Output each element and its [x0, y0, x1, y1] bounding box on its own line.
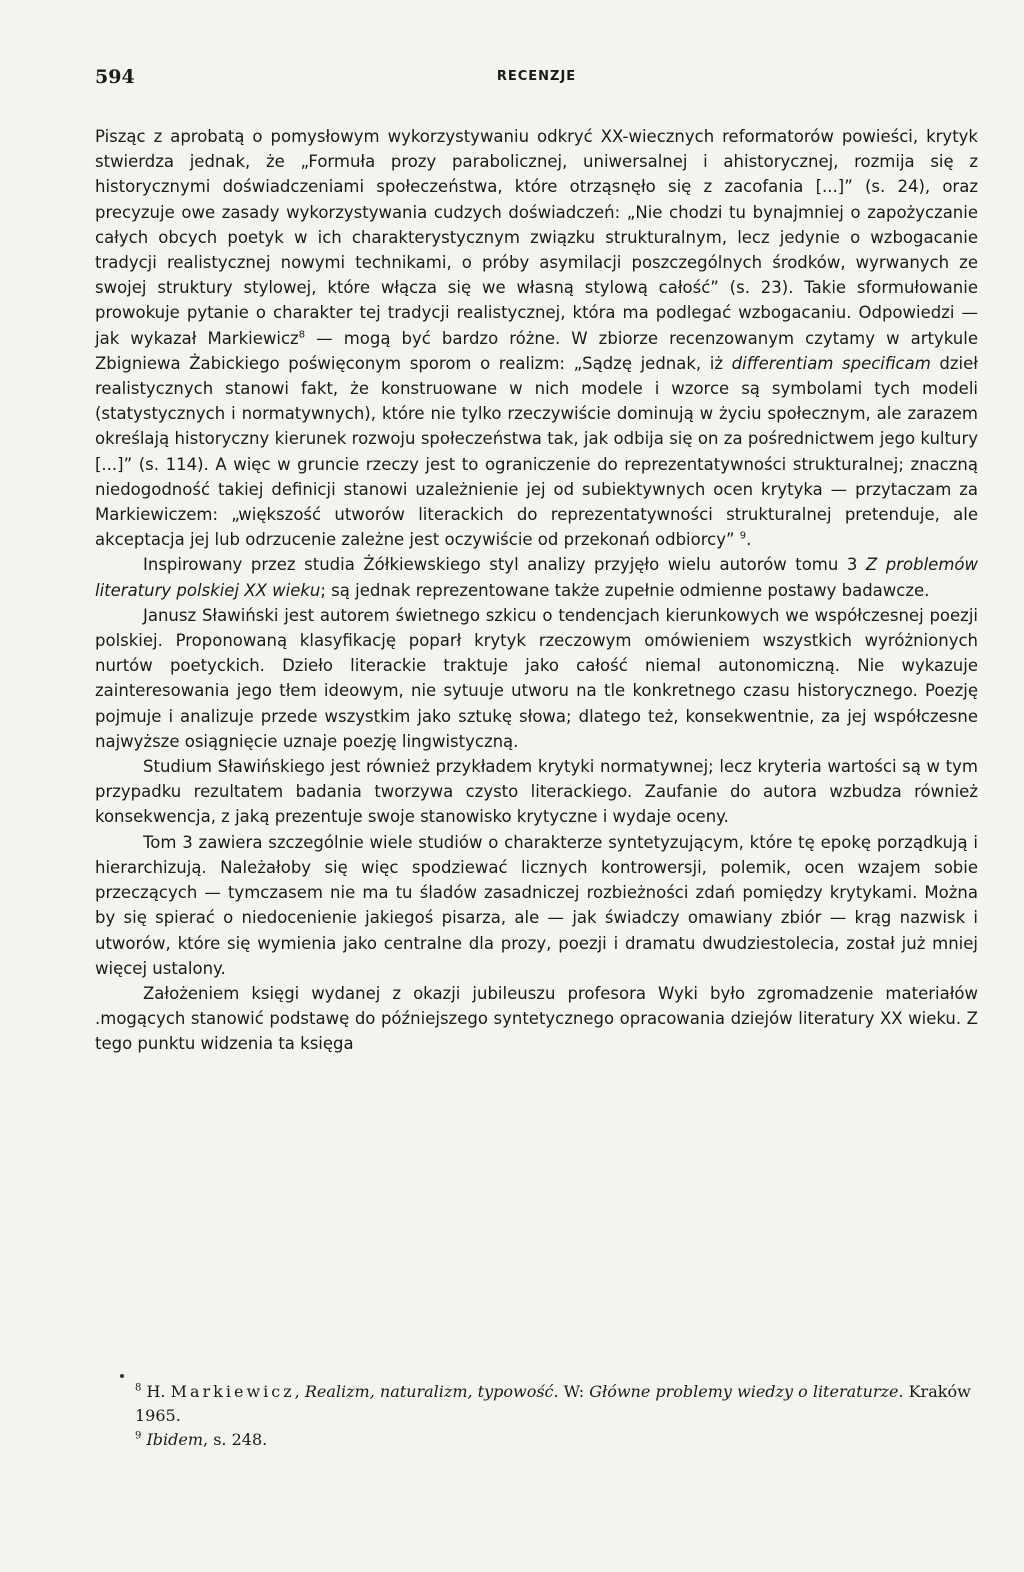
- paragraph: [95, 124, 978, 552]
- text-run: Janusz Sławiński jest autorem świetnego szkicu o tendencjach kierunkowych we współczesnej poezji polskiej. Proponowaną klasyfikację poparł krytyk rzeczowym omówieniem wszystkich wyróżnionych nurtów poetyckich. Dzieło literackie traktuje jako całość niemal autonomiczną. Nie wykazuje zainteresowania jego tłem ideowym, nie sytuuje utworu na tle konkretnego czasu historycznego. Poezję pojmuje i analizuje przede wszystkim jako sztukę słowa; dlatego też, konsekwentnie, za jej współczesne najwyższe osiągnięcie uznaje poezję lingwistyczną.: [95, 605, 978, 751]
- footnote-separator-dot: [120, 1374, 124, 1378]
- footnote-marker: 8: [298, 329, 306, 341]
- paragraph: [95, 603, 978, 754]
- footnote-marker: 9: [739, 530, 747, 542]
- text-run: Tom 3 zawiera szczególnie wiele studiów o charakterze syntetyzującym, które tę epokę porządkują i hierarchizują. Należałoby się więc spodziewać licznych kontrowersji, polemik, ocen wzajem sobie przeczących — tymczasem nie ma tu śladów zasadniczej rozbieżności zdań pomiędzy krytykami. Można by się spierać o niedocenienie jakiegoś pisarza, ale — jak świadczy omawiany zbiór — krąg nazwisk i utworów, które się wymienia jako centralne dla prozy, poezji i dramatu dwudziestolecia, został już mniej więcej ustalony.: [95, 832, 978, 978]
- text-run: Studium Sławińskiego jest również przykładem krytyki normatywnej; lecz kryteria wartości są w tym przypadku rezultatem badania tworzywa czysto literackiego. Zaufanie do autora wzbudza również konsekwencja, z jaką prezentuje swoje stanowisko krytyczne i wydaje oceny.: [95, 757, 978, 827]
- text-run: , s. 248.: [203, 1430, 268, 1449]
- paragraph: [95, 830, 978, 981]
- text-run: .: [746, 530, 752, 550]
- paragraph: [95, 552, 978, 602]
- text-run: Pisząc z aprobatą o pomysłowym wykorzystywaniu odkryć XX-wiecznych reformatorów powieści, krytyk stwierdza jednak, że „Formuła prozy parabolicznej, uniwersalnej i ahistorycznej, rozmija się z historycznymi doświadczeniami społeczeństwa, które otrząsnęło się z zacofania [...]” (s. 24), oraz precyzuje owe zasady wykorzystywania cudzych doświadczeń: „Nie chodzi tu bynajmniej o zapożyczanie całych obcych poetyk w ich charakterystycznym związku strukturalnym, lecz jedynie o wzbogacanie tradycji realistycznej nowymi technikami, o próby asymilacji poszczególnych środków, wyrwanych ze swojej struktury stylowej, które włącza się we własną stylową całość” (s. 23). Takie sformułowanie prowokuje pytanie o charakter tej tradycji realistycznej, która ma podlegać wzbogacaniu. Odpowiedzi — jak wykazał Markiewicz: [95, 127, 978, 348]
- paragraph: [95, 754, 978, 830]
- italic-text: differentiam specificam: [731, 353, 931, 373]
- footnotes: [95, 1380, 978, 1452]
- paragraph: [95, 981, 978, 1057]
- footnote: [95, 1380, 978, 1428]
- text-run: dzieł realistycznych stanowi fakt, że konstruowane w nich modele i wzorce są symbolami tych modeli (statystycznych i normatywnych), które nie tylko rzeczywiście dominują w życiu społecznym, ale zarazem określają historyczny kierunek rozwoju społeczeństwa tak, jak odbija się on za pośrednictwem jego kultury [...]” (s. 114). A więc w gruncie rzeczy jest to ograniczenie do reprezentatywności strukturalnej; znaczną niedogodność takiej definicji stanowi uzależnienie jej od subiektywnych ocen krytyka — przytaczam za Markiewiczem: „większość utworów literackich do reprezentatywności strukturalnej pretenduje, ale akceptacja jej lub odrzucenie zależne jest oczywiście od przekonań odbiorcy”: [95, 353, 978, 550]
- italic-text: Główne problemy wiedzy o literaturze.: [589, 1382, 904, 1401]
- text-run: Kraków 1965.: [135, 1382, 971, 1425]
- author-name: Markiewicz: [170, 1382, 295, 1401]
- body-text: [95, 124, 978, 1057]
- page-header: [95, 66, 978, 90]
- italic-text: Z problemów literatury polskiej XX wieku: [95, 555, 978, 600]
- footnote-marker: 8: [135, 1382, 142, 1394]
- page-number: 594: [95, 66, 135, 88]
- text-run: Inspirowany przez studia Żółkiewskiego styl analizy przyjęło wielu autorów tomu 3: [143, 555, 866, 575]
- italic-text: Realizm, naturalizm, typowość.: [304, 1382, 559, 1401]
- text-run: ,: [294, 1382, 305, 1401]
- text-run: Założeniem księgi wydanej z okazji jubileuszu profesora Wyki było zgromadzenie materiałów .mogących stanowić podstawę do późniejszego syntetycznego opracowania dziejów literatury XX wieku. Z tego punktu widzenia ta księga: [95, 983, 978, 1054]
- footnote-marker: 9: [135, 1430, 142, 1442]
- italic-text: Ibidem: [146, 1430, 204, 1449]
- text-run: ; są jednak reprezentowane także zupełnie odmienne postawy badawcze.: [320, 580, 930, 600]
- text-run: — mogą być bardzo różne. W zbiorze recenzowanym czytamy w artykule Zbigniewa Żabickiego poświęconym sporom o realizm: „Sądzę jednak, iż: [95, 328, 978, 373]
- running-head: RECENZJE: [496, 69, 577, 84]
- text-run: W:: [558, 1382, 590, 1401]
- text-run: H.: [141, 1382, 171, 1401]
- footnote: [95, 1428, 978, 1452]
